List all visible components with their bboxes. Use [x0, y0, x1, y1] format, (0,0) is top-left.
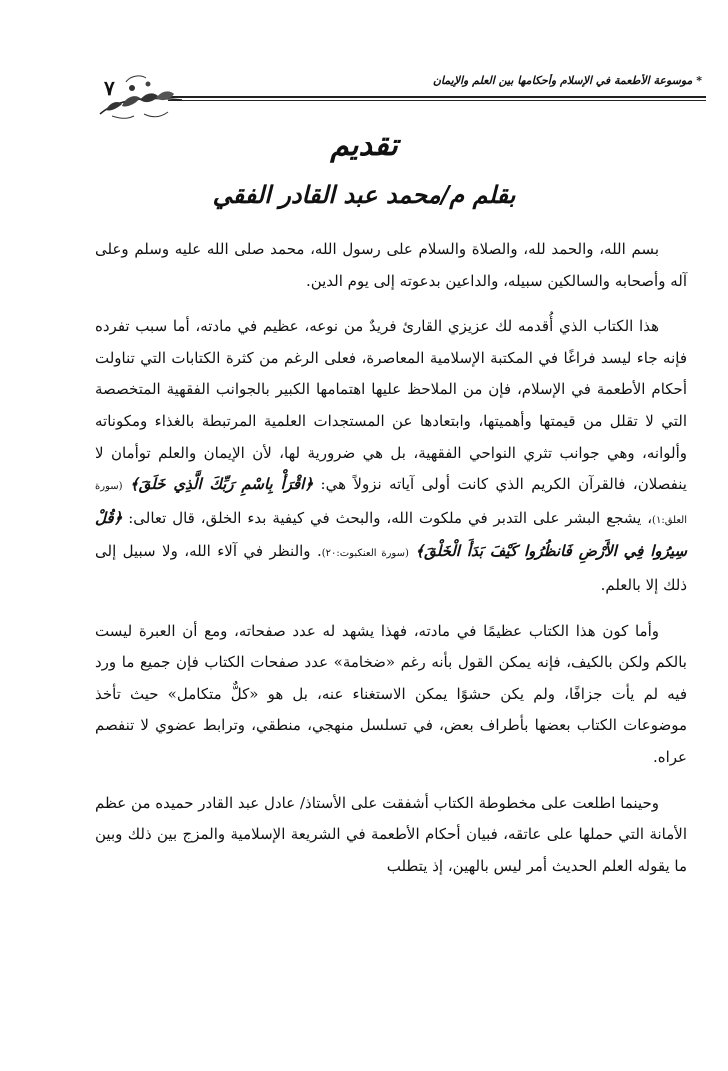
paragraph-3: وأما كون هذا الكتاب عظيمًا في مادته، فهذا يشهد له عدد صفحاته، ومع أن العبرة ليست بالكم ولكن بالكيف، فإنه يمكن القول بأنه رغم «ضخامة» عدد صفحات الكتاب فإن جميع ما ورد فيه لم يأت جزافًا، ولم يكن حشوًا يمكن الاستغناء عنه، بل هو «كلٌّ متكامل» حيث تأخذ موضوعات الكتاب بعضها بأطراف بعض، في تسلسل منهجي، منطقي، وترابط عضوي لا تنفصم عراه. [95, 621, 687, 766]
author-byline: بقلم م/محمد عبد القادر الفقي [212, 180, 516, 209]
quran-verse: ﴿قُلْ سِيرُوا فِي الأَرْضِ فَانظُرُوا كَيْفَ بَدَأَ الْخَلْقَ﴾ [95, 508, 687, 561]
page-title: تقديم [330, 128, 398, 163]
page-number: ٧ [104, 76, 115, 100]
body-text [95, 234, 687, 896]
paragraph-1: بسم الله، والحمد لله، والصلاة والسلام على رسول الله، محمد صلى الله عليه وسلم وعلى آله وأصحابه والسالكين سبيله، والداعين بدعوته إلى يوم الدين. [95, 240, 687, 290]
verse-reference: (سورة العلق:١) [95, 481, 687, 526]
verse-reference: (سورة العنكبوت:٢٠) [321, 548, 409, 560]
paragraph-2-text: ، يشجع البشر على التدبر في ملكوت الله، والبحث في كيفية بدء الخلق، قال تعالى: [122, 508, 653, 527]
paragraph-2-text: هذا الكتاب الذي أُقدمه لك عزيزي القارئ فريدٌ من نوعه، عظيم في مادته، أما سبب تفرده فإنه جاء ليسد فراغًا في المكتبة الإسلامية المعاصرة، فعلى الرغم من كثرة الكتابات التي تناولت أحكام الأطعمة في الإسلام، فإن من الملاحظ عليها اهتمامها الكبير بالجوانب الفقهية المتخصصة التي لا تقلل من قيمتها وأهميتها، وابتعادها عن المستجدات العلمية المرتبطة بالغذاء ومكوناته وألوانه، وهي جوانب تثري النواحي الفقهية، بل هي ضرورية لها، لأن الإيمان والعلم توأمان لا ينفصلان، فالقرآن الكريم الذي كانت أولى آياته نزولاً هي: [95, 317, 687, 494]
paragraph-4: وحينما اطلعت على مخطوطة الكتاب أشفقت على الأستاذ/ عادل عبد القادر حميده من عظم الأمانة التي حملها على عاتقه، فبيان أحكام الأطعمة في الشريعة الإسلامية والمزج بين ذلك وبين ما يقوله العلم الحديث أمر ليس بالهين، إذ يتطلب [95, 793, 687, 875]
header-rule [168, 96, 706, 101]
paragraph-2-text: . والنظر في آلاء الله، ولا سبيل إلى ذلك إلا بالعلم. [95, 542, 687, 594]
quran-verse: ﴿اقْرَأْ بِاسْمِ رَبِّكَ الَّذِي خَلَقَ﴾ [129, 475, 314, 494]
paragraph-2 [95, 311, 687, 601]
running-header: * موسوعة الأطعمة في الإسلام وأحكامها بين العلم والإيمان [432, 74, 702, 87]
